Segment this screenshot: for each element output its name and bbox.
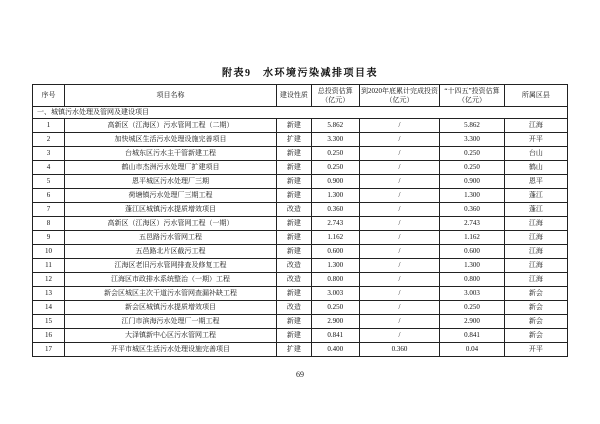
cell-total-investment: 0.600 — [311, 245, 359, 259]
cell-investment-by-2020: / — [359, 161, 439, 175]
cell-construction-nature: 新建 — [276, 189, 311, 203]
pollution-reduction-project-table — [32, 84, 568, 357]
cell-14th-five-year-investment: 2.743 — [440, 217, 505, 231]
cell-investment-by-2020: / — [359, 259, 439, 273]
cell-14th-five-year-investment: 2.900 — [440, 315, 505, 329]
cell-serial-number: 7 — [33, 203, 65, 217]
col-header-total-investment: 总投资估算（亿元） — [311, 85, 359, 107]
cell-district: 江海 — [504, 273, 567, 287]
cell-investment-by-2020: / — [359, 231, 439, 245]
cell-construction-nature: 新建 — [276, 147, 311, 161]
cell-district: 新会 — [504, 287, 567, 301]
cell-investment-by-2020: / — [359, 189, 439, 203]
cell-project-name: 荷塘镇污水处理厂三期工程 — [65, 189, 277, 203]
cell-investment-by-2020: / — [359, 273, 439, 287]
cell-district: 鹤山 — [504, 161, 567, 175]
cell-project-name: 加快城区生活污水处理设施完善项目 — [65, 133, 277, 147]
cell-project-name: 开平市城区生活污水处理设施完善项目 — [65, 343, 277, 357]
cell-14th-five-year-investment: 1.162 — [440, 231, 505, 245]
cell-serial-number: 1 — [33, 119, 65, 133]
table-row — [33, 189, 568, 203]
table-row — [33, 343, 568, 357]
cell-project-name: 江海区市政排水系统整治（一期）工程 — [65, 273, 277, 287]
cell-district: 江海 — [504, 217, 567, 231]
cell-district: 蓬江 — [504, 203, 567, 217]
cell-district: 江海 — [504, 231, 567, 245]
cell-serial-number: 8 — [33, 217, 65, 231]
cell-serial-number: 14 — [33, 301, 65, 315]
cell-district: 开平 — [504, 133, 567, 147]
cell-investment-by-2020: / — [359, 203, 439, 217]
col-header-project-name: 项目名称 — [65, 85, 277, 107]
cell-construction-nature: 新建 — [276, 175, 311, 189]
cell-serial-number: 6 — [33, 189, 65, 203]
cell-serial-number: 17 — [33, 343, 65, 357]
cell-14th-five-year-investment: 3.003 — [440, 287, 505, 301]
cell-investment-by-2020: / — [359, 147, 439, 161]
cell-district: 恩平 — [504, 175, 567, 189]
cell-construction-nature: 新建 — [276, 287, 311, 301]
table-row — [33, 133, 568, 147]
cell-project-name: 新会区城镇污水提质增效项目 — [65, 301, 277, 315]
cell-district: 台山 — [504, 147, 567, 161]
cell-construction-nature: 扩建 — [276, 133, 311, 147]
cell-serial-number: 3 — [33, 147, 65, 161]
cell-construction-nature: 新建 — [276, 217, 311, 231]
cell-project-name: 鹤山市杰洲污水处理厂扩建项目 — [65, 161, 277, 175]
cell-14th-five-year-investment: 0.800 — [440, 273, 505, 287]
cell-district: 开平 — [504, 343, 567, 357]
cell-total-investment: 0.400 — [311, 343, 359, 357]
cell-14th-five-year-investment: 3.300 — [440, 133, 505, 147]
cell-total-investment: 1.162 — [311, 231, 359, 245]
page-number: 69 — [296, 370, 304, 379]
cell-total-investment: 5.862 — [311, 119, 359, 133]
table-row — [33, 119, 568, 133]
cell-investment-by-2020: / — [359, 133, 439, 147]
section-label: 一、城镇污水处理及管网及建设项目 — [33, 107, 568, 119]
cell-total-investment: 1.300 — [311, 189, 359, 203]
cell-14th-five-year-investment: 0.04 — [440, 343, 505, 357]
cell-total-investment: 0.250 — [311, 147, 359, 161]
cell-project-name: 江门市滨海污水处理厂一期工程 — [65, 315, 277, 329]
cell-14th-five-year-investment: 0.600 — [440, 245, 505, 259]
cell-project-name: 高新区（江海区）污水管网工程（一期） — [65, 217, 277, 231]
table-row — [33, 217, 568, 231]
table-header — [33, 85, 568, 107]
table-row — [33, 147, 568, 161]
cell-total-investment: 0.250 — [311, 301, 359, 315]
cell-construction-nature: 改造 — [276, 273, 311, 287]
cell-construction-nature: 新建 — [276, 231, 311, 245]
cell-total-investment: 0.250 — [311, 161, 359, 175]
cell-14th-five-year-investment: 0.250 — [440, 301, 505, 315]
cell-total-investment: 0.800 — [311, 273, 359, 287]
cell-project-name: 五邑路污水管网工程 — [65, 231, 277, 245]
cell-investment-by-2020: / — [359, 175, 439, 189]
cell-project-name: 新会区城区主次干道污水管网查漏补缺工程 — [65, 287, 277, 301]
table-row — [33, 315, 568, 329]
table-row — [33, 301, 568, 315]
table-body — [33, 107, 568, 357]
cell-district: 新会 — [504, 301, 567, 315]
cell-investment-by-2020: 0.360 — [359, 343, 439, 357]
cell-district: 蓬江 — [504, 189, 567, 203]
col-header-construction-nature: 建设性质 — [276, 85, 311, 107]
cell-construction-nature: 新建 — [276, 119, 311, 133]
cell-serial-number: 16 — [33, 329, 65, 343]
table-row — [33, 287, 568, 301]
cell-district: 江海 — [504, 259, 567, 273]
cell-serial-number: 2 — [33, 133, 65, 147]
cell-investment-by-2020: / — [359, 315, 439, 329]
table-title: 附表9 水环境污染减排项目表 — [222, 68, 378, 79]
cell-construction-nature: 新建 — [276, 329, 311, 343]
cell-total-investment: 2.900 — [311, 315, 359, 329]
table-row — [33, 203, 568, 217]
cell-investment-by-2020: / — [359, 217, 439, 231]
cell-14th-five-year-investment: 0.900 — [440, 175, 505, 189]
table-row — [33, 231, 568, 245]
cell-total-investment: 1.300 — [311, 259, 359, 273]
cell-construction-nature: 改造 — [276, 259, 311, 273]
cell-project-name: 高新区（江海区）污水管网工程（二期） — [65, 119, 277, 133]
cell-construction-nature: 新建 — [276, 161, 311, 175]
cell-14th-five-year-investment: 0.841 — [440, 329, 505, 343]
table-row — [33, 245, 568, 259]
table-row — [33, 161, 568, 175]
cell-serial-number: 4 — [33, 161, 65, 175]
cell-project-name: 蓬江区城镇污水提质增效项目 — [65, 203, 277, 217]
cell-investment-by-2020: / — [359, 329, 439, 343]
cell-serial-number: 10 — [33, 245, 65, 259]
cell-construction-nature: 新建 — [276, 245, 311, 259]
table-row — [33, 175, 568, 189]
cell-project-name: 江海区老旧污水管网排查及修复工程 — [65, 259, 277, 273]
cell-district: 新会 — [504, 329, 567, 343]
header-row — [33, 85, 568, 107]
cell-district: 江海 — [504, 245, 567, 259]
section-row — [33, 107, 568, 119]
cell-construction-nature: 改造 — [276, 203, 311, 217]
col-header-investment-by-2020: 到2020年底累计完成投资（亿元） — [359, 85, 439, 107]
cell-project-name: 台城东区污水主干管新建工程 — [65, 147, 277, 161]
cell-total-investment: 0.900 — [311, 175, 359, 189]
cell-total-investment: 2.743 — [311, 217, 359, 231]
cell-total-investment: 3.003 — [311, 287, 359, 301]
cell-14th-five-year-investment: 0.250 — [440, 147, 505, 161]
cell-14th-five-year-investment: 0.250 — [440, 161, 505, 175]
cell-construction-nature: 扩建 — [276, 343, 311, 357]
cell-district: 江海 — [504, 119, 567, 133]
cell-investment-by-2020: / — [359, 301, 439, 315]
col-header-14th-five-year-investment: “十四五”投资估算（亿元） — [440, 85, 505, 107]
cell-project-name: 大泽镇新中心区污水管网工程 — [65, 329, 277, 343]
table-row — [33, 329, 568, 343]
cell-district: 新会 — [504, 315, 567, 329]
cell-project-name: 五邑路北片区截污工程 — [65, 245, 277, 259]
cell-14th-five-year-investment: 5.862 — [440, 119, 505, 133]
cell-construction-nature: 改造 — [276, 301, 311, 315]
cell-serial-number: 13 — [33, 287, 65, 301]
cell-serial-number: 5 — [33, 175, 65, 189]
cell-construction-nature: 新建 — [276, 315, 311, 329]
cell-serial-number: 9 — [33, 231, 65, 245]
cell-serial-number: 15 — [33, 315, 65, 329]
cell-investment-by-2020: / — [359, 119, 439, 133]
cell-14th-five-year-investment: 1.300 — [440, 259, 505, 273]
cell-investment-by-2020: / — [359, 245, 439, 259]
col-header-serial-number: 序号 — [33, 85, 65, 107]
cell-project-name: 恩平城区污水处理厂三期 — [65, 175, 277, 189]
cell-investment-by-2020: / — [359, 287, 439, 301]
cell-total-investment: 0.841 — [311, 329, 359, 343]
table-row — [33, 259, 568, 273]
cell-14th-five-year-investment: 1.300 — [440, 189, 505, 203]
col-header-district: 所属区县 — [504, 85, 567, 107]
cell-total-investment: 3.300 — [311, 133, 359, 147]
cell-total-investment: 0.360 — [311, 203, 359, 217]
cell-14th-five-year-investment: 0.360 — [440, 203, 505, 217]
table-row — [33, 273, 568, 287]
cell-serial-number: 12 — [33, 273, 65, 287]
cell-serial-number: 11 — [33, 259, 65, 273]
